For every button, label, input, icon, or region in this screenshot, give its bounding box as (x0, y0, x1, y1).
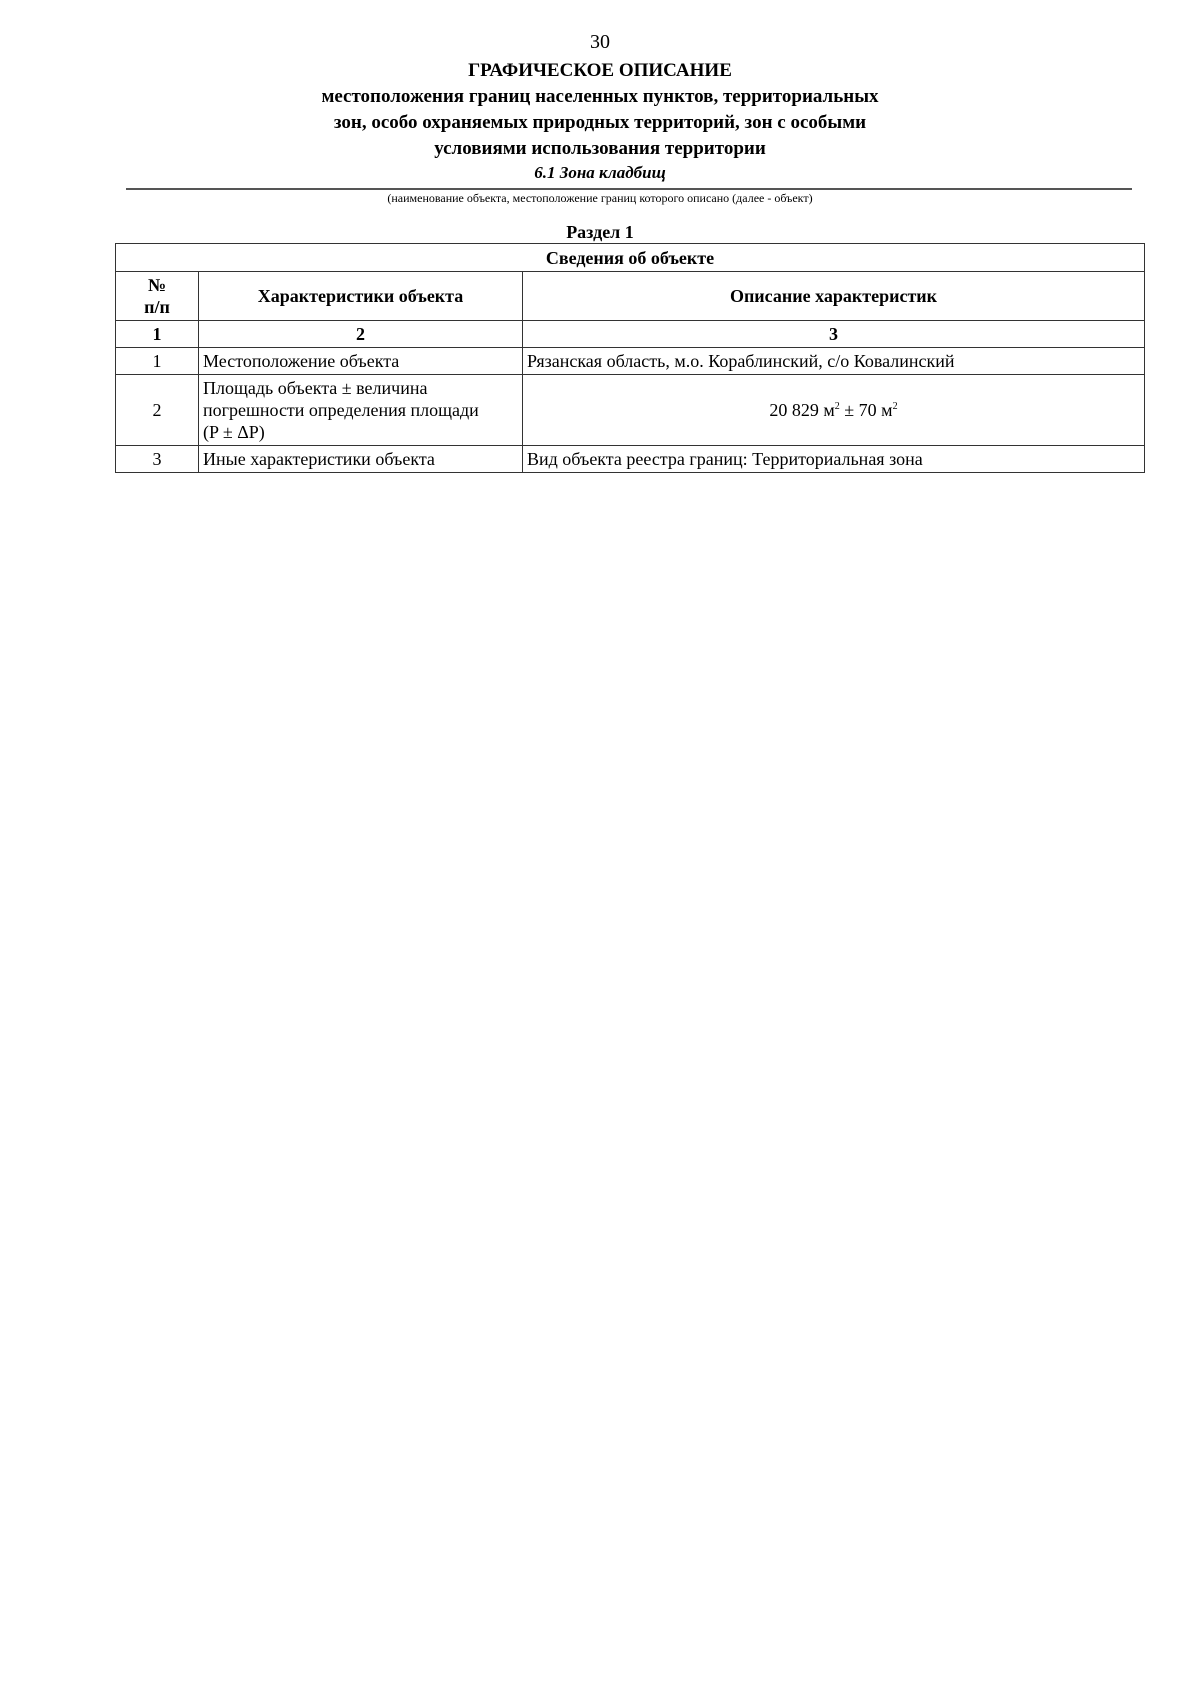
object-info-table (115, 243, 1145, 473)
table-caption: Сведения об объекте (116, 244, 1145, 272)
title-line-3: зон, особо охраняемых природных территорий, зон с особыми (333, 112, 867, 133)
table-row (116, 446, 1145, 473)
title-line-4: условиями использования территории (434, 138, 766, 159)
area-value: 20 829 м (769, 400, 835, 420)
object-name: 6.1 Зона кладбищ (534, 163, 666, 182)
table-row (116, 375, 1145, 446)
column-number-row (116, 321, 1145, 348)
section-title: Раздел 1 (566, 222, 634, 242)
row-characteristic (199, 375, 523, 446)
header-characteristics: Характеристики объекта (199, 272, 523, 321)
row-number: 1 (116, 348, 199, 375)
row-number: 2 (116, 375, 199, 446)
column-number-3: 3 (523, 321, 1145, 348)
object-name-caption: (наименование объекта, местоположение границ которого описано (далее - объект) (387, 191, 813, 205)
header-number-line-1: № (147, 275, 167, 295)
column-number-2: 2 (199, 321, 523, 348)
area-error-exponent: 2 (892, 401, 898, 412)
table-caption-row (116, 244, 1145, 272)
column-number-1: 1 (116, 321, 199, 348)
area-error: ± 70 м (839, 400, 893, 420)
row-characteristic: Местоположение объекта (199, 348, 523, 375)
document-title (0, 58, 1200, 162)
row-characteristic: Иные характеристики объекта (199, 446, 523, 473)
row-characteristic-line-1: Площадь объекта ± величина (203, 378, 428, 398)
header-description: Описание характеристик (523, 272, 1145, 321)
row-characteristic-line-3: (P ± ΔP) (203, 422, 265, 442)
title-line-2: местоположения границ населенных пунктов, территориальных (321, 86, 879, 107)
page-number: 30 (590, 31, 610, 53)
row-description: Рязанская область, м.о. Кораблинский, с/о Ковалинский (523, 348, 1145, 375)
header-number-line-2: п/п (144, 297, 170, 317)
area-unit-exponent: 2 (834, 401, 840, 412)
row-description: Вид объекта реестра границ: Территориальная зона (523, 446, 1145, 473)
header-number (116, 272, 199, 321)
table-header-row (116, 272, 1145, 321)
row-number: 3 (116, 446, 199, 473)
row-characteristic-line-2: погрешности определения площади (203, 400, 479, 420)
row-description-area (523, 375, 1145, 446)
object-name-underline (126, 188, 1132, 190)
title-line-1: ГРАФИЧЕСКОЕ ОПИСАНИЕ (468, 60, 732, 81)
table-row (116, 348, 1145, 375)
